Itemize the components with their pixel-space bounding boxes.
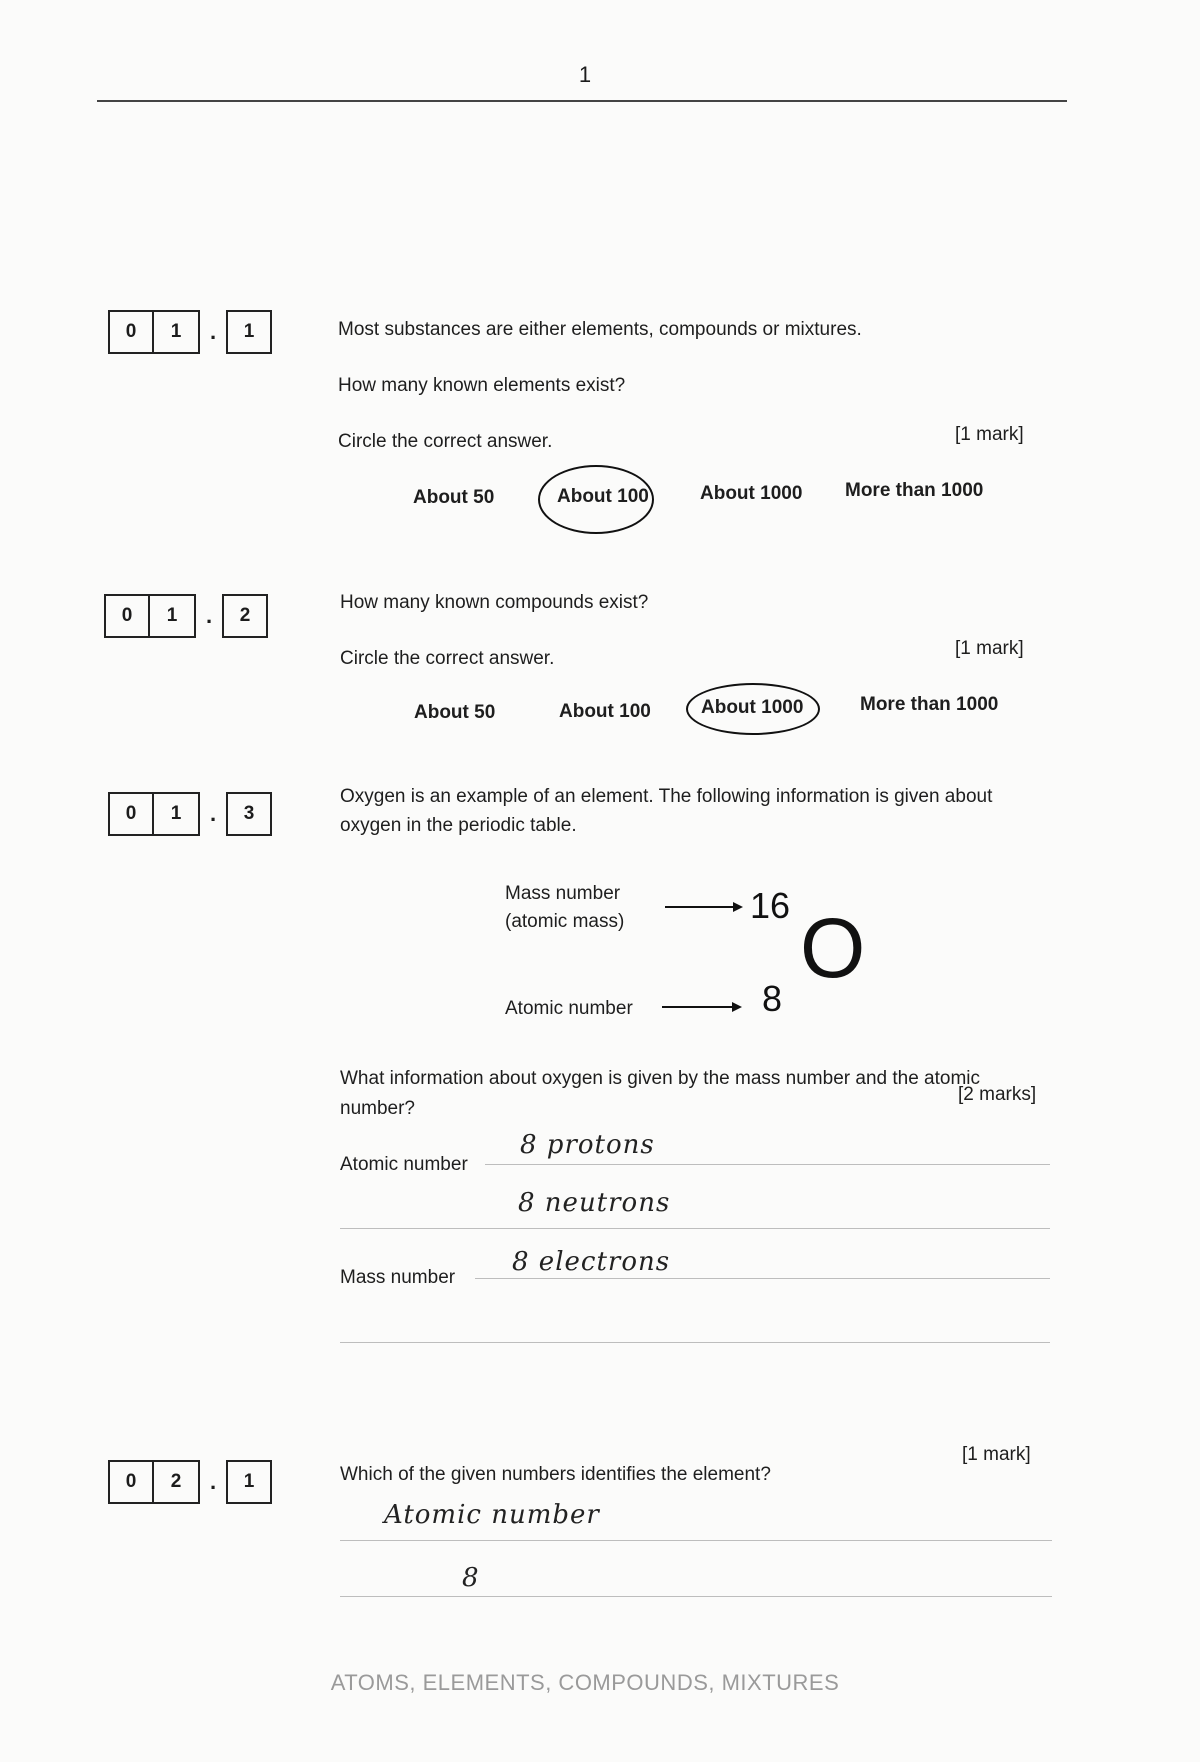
answer-option[interactable]: About 1000 [700,483,803,504]
answer-line [340,1540,1052,1541]
question-number-01-1 [108,310,272,354]
footer-topic: ATOMS, ELEMENTS, COMPOUNDS, MIXTURES [330,1670,840,1695]
qnum-dot: . [209,1469,217,1494]
handwritten-answer[interactable]: 8 electrons [512,1247,671,1277]
qnum-digit: 0 [108,792,154,836]
answer-label-atomic: Atomic number [340,1154,468,1175]
handwritten-answer[interactable]: 8 protons [520,1130,655,1160]
handwritten-answer[interactable]: Atomic number [384,1500,600,1530]
marks-label: [1 mark] [955,638,1024,659]
qnum-digit: 2 [222,594,268,638]
qnum-dot: . [209,801,217,826]
question-number-01-3 [108,792,272,836]
diagram-atomic-label: Atomic number [505,998,633,1019]
answer-line [340,1228,1050,1229]
question-text: What information about oxygen is given by the mass number and the atomic [340,1068,981,1089]
qnum-digit: 1 [226,310,272,354]
qnum-digit: 3 [226,792,272,836]
answer-line [475,1278,1050,1279]
header-rule [97,100,1067,102]
question-number-02-1 [108,1460,272,1504]
answer-line [485,1164,1050,1165]
qnum-digit: 1 [154,792,200,836]
qnum-digit: 1 [154,310,200,354]
answer-option-selected[interactable]: About 100 [557,486,649,507]
question-stem: oxygen in the periodic table. [340,815,577,836]
instruction-text: Circle the correct answer. [338,431,553,452]
qnum-digit: 0 [108,310,154,354]
question-text: Which of the given numbers identifies the element? [340,1464,771,1485]
atomic-number-value: 8 [762,978,783,1019]
answer-option[interactable]: More than 1000 [845,480,984,501]
marks-label: [1 mark] [955,424,1024,445]
qnum-digit: 1 [150,594,196,638]
answer-option[interactable]: More than 1000 [860,694,999,715]
answer-line [340,1342,1050,1343]
question-number-01-2 [104,594,268,638]
arrow-icon [662,1006,740,1008]
instruction-text: Circle the correct answer. [340,648,555,669]
marks-label: [2 marks] [958,1084,1037,1105]
question-text: How many known elements exist? [338,375,626,396]
diagram-mass-label: Mass number [505,883,621,904]
qnum-digit: 0 [108,1460,154,1504]
question-stem: Oxygen is an example of an element. The following information is given about [340,786,993,807]
answer-option[interactable]: About 100 [559,701,651,722]
answer-option-selected[interactable]: About 1000 [701,697,804,718]
qnum-dot: . [209,319,217,344]
handwritten-answer[interactable]: 8 [462,1563,480,1593]
question-text: number? [340,1098,415,1119]
arrow-icon [665,906,741,908]
marks-label: [1 mark] [962,1444,1031,1465]
qnum-dot: . [205,603,213,628]
element-symbol: O [800,901,866,995]
answer-label-mass: Mass number [340,1267,456,1288]
answer-option[interactable]: About 50 [413,487,495,508]
qnum-digit: 0 [104,594,150,638]
question-stem: Most substances are either elements, compounds or mixtures. [338,319,862,340]
answer-circle-mark [538,465,654,534]
question-text: How many known compounds exist? [340,592,649,613]
page-number: 1 [578,62,592,87]
qnum-digit: 1 [226,1460,272,1504]
mass-number-value: 16 [750,885,791,926]
diagram-mass-label-sub: (atomic mass) [505,911,625,932]
handwritten-answer[interactable]: 8 neutrons [518,1188,671,1218]
answer-option[interactable]: About 50 [414,702,496,723]
answer-circle-mark [686,683,820,735]
qnum-digit: 2 [154,1460,200,1504]
answer-line [340,1596,1052,1597]
